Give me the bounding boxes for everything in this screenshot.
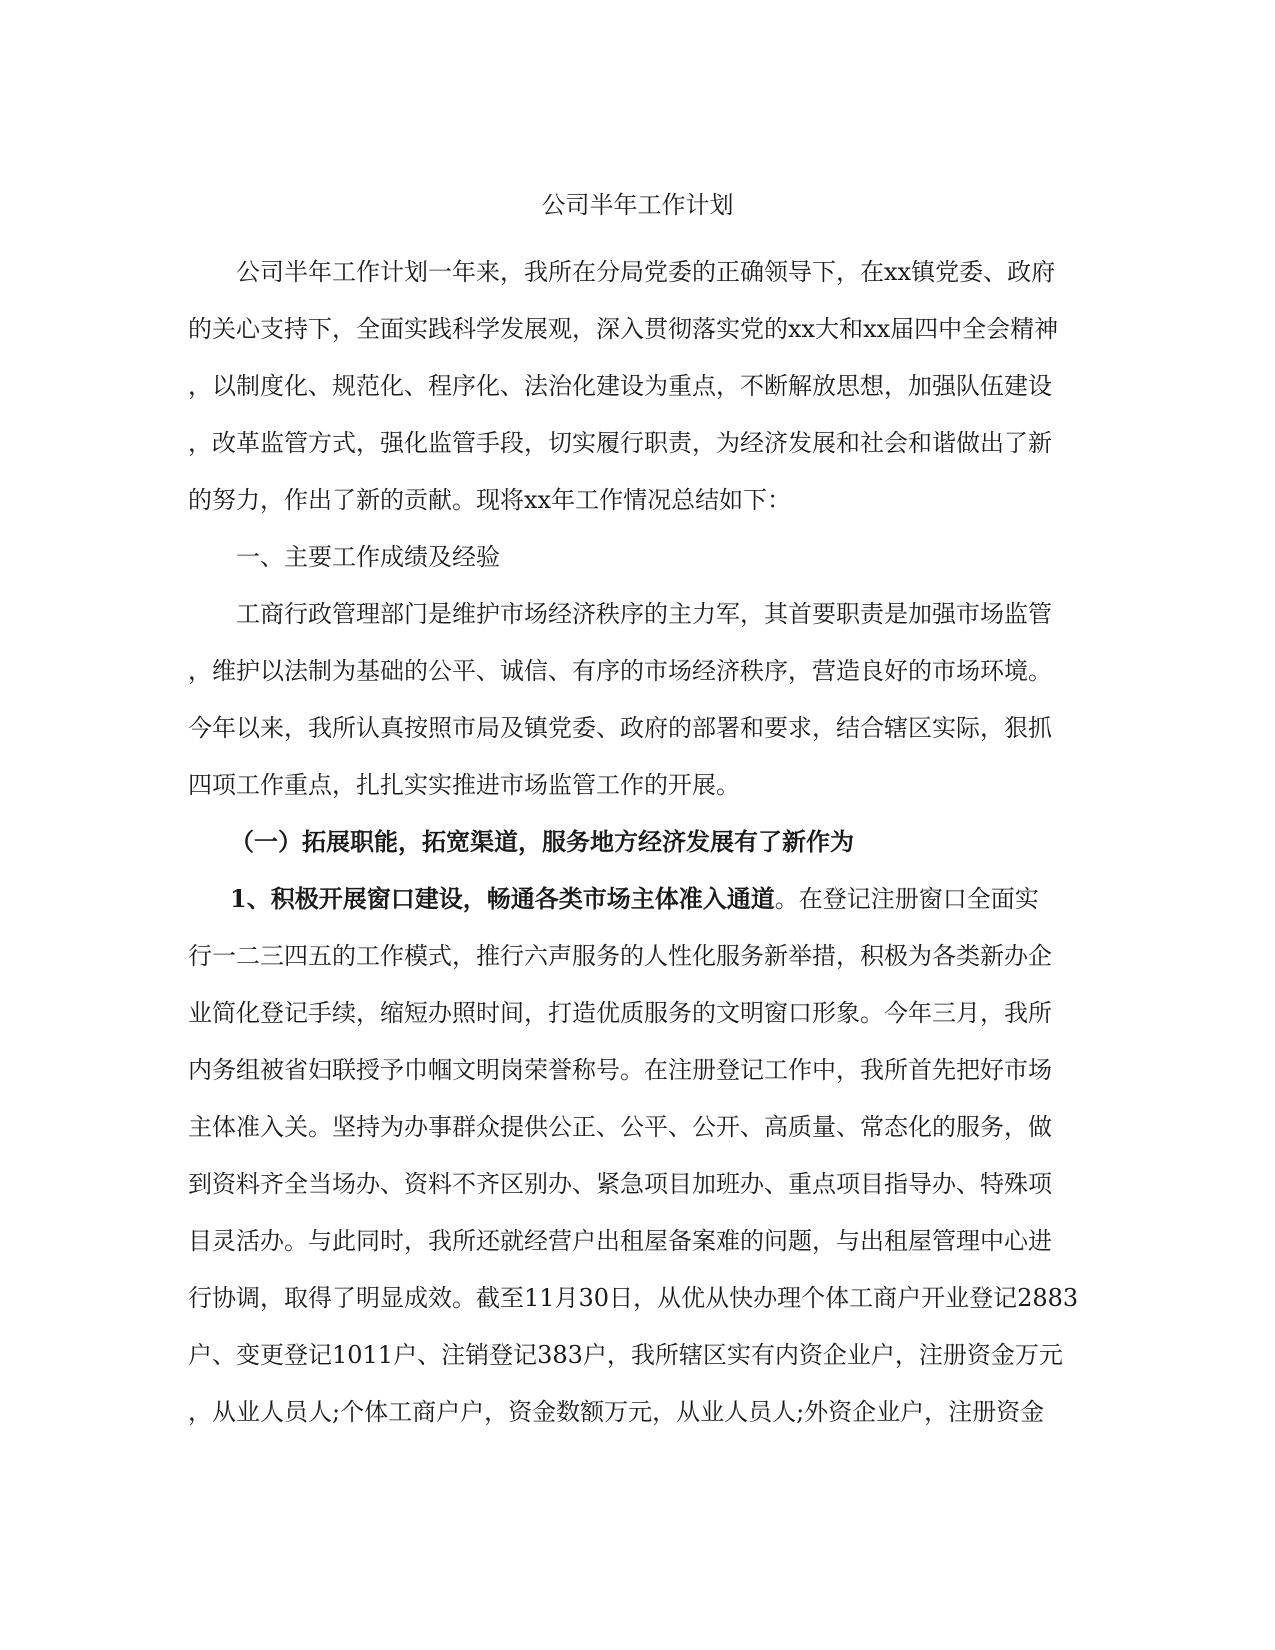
paragraph-line: ，改革监管方式，强化监管手段，切实履行职责，为经济发展和社会和谐做出了新 xyxy=(188,429,1052,457)
paragraph-line: 的努力，作出了新的贡献。现将xx年工作情况总结如下： xyxy=(188,486,792,514)
paragraph-line: 公司半年工作计划一年来，我所在分局党委的正确领导下，在xx镇党委、政府 xyxy=(188,258,1056,286)
paragraph-line: 主体准入关。坚持为办事群众提供公正、公平、公开、高质量、常态化的服务，做 xyxy=(188,1113,1052,1141)
paragraph-line: 到资料齐全当场办、资料不齐区别办、紧急项目加班办、重点项目指导办、特殊项 xyxy=(188,1170,1052,1198)
document-title: 公司半年工作计划 xyxy=(541,191,734,219)
paragraph-line: ，以制度化、规范化、程序化、法治化建设为重点，不断解放思想，加强队伍建设 xyxy=(188,372,1052,400)
paragraph-line: 户、变更登记1011户、注销登记383户，我所辖区实有内资企业户，注册资金万元 xyxy=(188,1341,1063,1369)
paragraph-line: 内务组被省妇联授予巾帼文明岗荣誉称号。在注册登记工作中，我所首先把好市场 xyxy=(188,1056,1052,1084)
section-heading-main: 一、主要工作成绩及经验 xyxy=(188,543,500,571)
paragraph-line: ，维护以法制为基础的公平、诚信、有序的市场经济秩序，营造良好的市场环境。 xyxy=(188,657,1052,685)
paragraph-line: 四项工作重点，扎扎实实推进市场监管工作的开展。 xyxy=(188,771,740,799)
paragraph-line: 目灵活办。与此同时，我所还就经营户出租屋备案难的问题，与出租屋管理中心进 xyxy=(188,1227,1052,1255)
paragraph-line: 行协调，取得了明显成效。截至11月30日，从优从快办理个体工商户开业登记2883 xyxy=(188,1284,1079,1312)
subsection-heading: （一）拓展职能，拓宽渠道，服务地方经济发展有了新作为 xyxy=(230,827,854,856)
item-1-bold-text: 1、积极开展窗口建设，畅通各类市场主体准入通道 xyxy=(230,884,775,913)
paragraph-line: 今年以来，我所认真按照市局及镇党委、政府的部署和要求，结合辖区实际，狠抓 xyxy=(188,714,1052,742)
paragraph-line: 行一二三四五的工作模式，推行六声服务的人性化服务新举措，积极为各类新办企 xyxy=(188,942,1052,970)
paragraph-line: ，从业人员人;个体工商户户，资金数额万元，从业人员人;外资企业户，注册资金 xyxy=(188,1398,1045,1426)
item-1-line xyxy=(230,884,1130,914)
item-1-text: 。在登记注册窗口全面实 xyxy=(774,885,1039,913)
paragraph-line: 的关心支持下，全面实践科学发展观，深入贯彻落实党的xx大和xx届四中全会精神 xyxy=(188,315,1059,343)
paragraph-line: 业简化登记手续，缩短办照时间，打造优质服务的文明窗口形象。今年三月，我所 xyxy=(188,999,1052,1027)
paragraph-line: 工商行政管理部门是维护市场经济秩序的主力军，其首要职责是加强市场监管 xyxy=(188,600,1052,628)
